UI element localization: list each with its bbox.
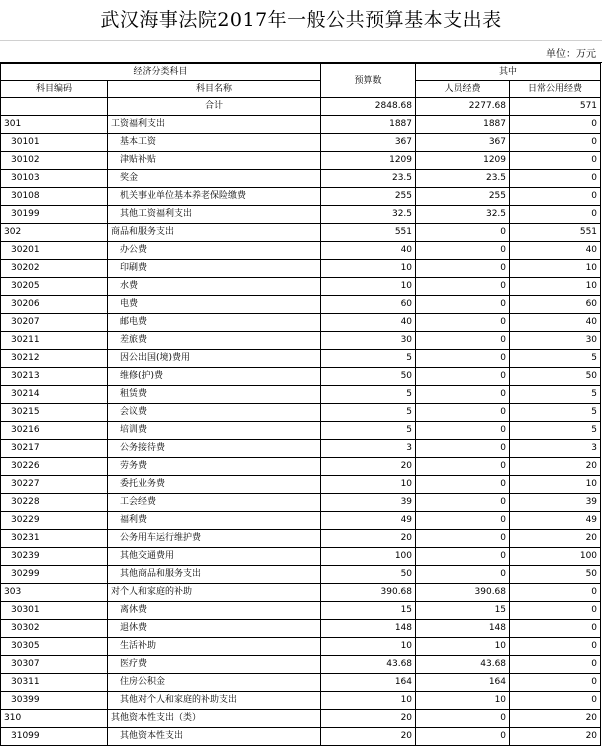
row-code: 30239 <box>1 548 108 566</box>
row-public: 0 <box>510 206 601 224</box>
row-public: 0 <box>510 638 601 656</box>
row-code: 30301 <box>1 602 108 620</box>
table-row <box>1 116 601 134</box>
row-code: 30299 <box>1 566 108 584</box>
row-budget: 20 <box>321 728 416 746</box>
row-budget: 148 <box>321 620 416 638</box>
table-row <box>1 602 601 620</box>
row-code: 30227 <box>1 476 108 494</box>
row-personnel: 10 <box>416 638 510 656</box>
header-code: 科目编码 <box>1 81 108 98</box>
unit-label: 单位：万元 <box>546 49 596 60</box>
row-public: 0 <box>510 584 601 602</box>
row-personnel: 0 <box>416 386 510 404</box>
row-code: 30305 <box>1 638 108 656</box>
header-public: 日常公用经费 <box>510 81 601 98</box>
table-row <box>1 332 601 350</box>
row-personnel: 1209 <box>416 152 510 170</box>
row-personnel: 148 <box>416 620 510 638</box>
row-code: 30399 <box>1 692 108 710</box>
table-row <box>1 134 601 152</box>
row-budget: 1887 <box>321 116 416 134</box>
row-personnel: 367 <box>416 134 510 152</box>
row-name: 住房公积金 <box>108 674 321 692</box>
table-row <box>1 206 601 224</box>
header-econ-class: 经济分类科目 <box>1 64 321 81</box>
row-name: 其他对个人和家庭的补助支出 <box>108 692 321 710</box>
row-code: 30102 <box>1 152 108 170</box>
row-name: 其他资本性支出（类） <box>108 710 321 728</box>
row-name: 其他商品和服务支出 <box>108 566 321 584</box>
row-personnel: 0 <box>416 368 510 386</box>
row-public: 0 <box>510 134 601 152</box>
row-name: 公务接待费 <box>108 440 321 458</box>
row-public: 40 <box>510 242 601 260</box>
row-personnel: 0 <box>416 566 510 584</box>
row-public: 5 <box>510 422 601 440</box>
row-budget: 32.5 <box>321 206 416 224</box>
row-public: 40 <box>510 314 601 332</box>
row-public: 5 <box>510 404 601 422</box>
row-name: 租赁费 <box>108 386 321 404</box>
row-name: 公务用车运行维护费 <box>108 530 321 548</box>
row-personnel: 0 <box>416 494 510 512</box>
header-budget: 预算数 <box>321 64 416 98</box>
header-of-which: 其中 <box>416 64 601 81</box>
row-name: 生活补助 <box>108 638 321 656</box>
row-name: 奖金 <box>108 170 321 188</box>
row-personnel: 1887 <box>416 116 510 134</box>
table-row <box>1 386 601 404</box>
row-public: 0 <box>510 674 601 692</box>
row-code: 30212 <box>1 350 108 368</box>
row-personnel: 23.5 <box>416 170 510 188</box>
table-row <box>1 548 601 566</box>
row-personnel: 0 <box>416 314 510 332</box>
row-name: 机关事业单位基本养老保险缴费 <box>108 188 321 206</box>
row-code: 30205 <box>1 278 108 296</box>
row-budget: 3 <box>321 440 416 458</box>
row-public: 5 <box>510 350 601 368</box>
table-row <box>1 566 601 584</box>
total-row <box>1 98 601 116</box>
table-row <box>1 422 601 440</box>
row-name: 工资福利支出 <box>108 116 321 134</box>
header-name: 科目名称 <box>108 81 321 98</box>
row-public: 0 <box>510 656 601 674</box>
table-row <box>1 458 601 476</box>
row-code: 301 <box>1 116 108 134</box>
row-code: 31099 <box>1 728 108 746</box>
row-personnel: 390.68 <box>416 584 510 602</box>
row-name: 离休费 <box>108 602 321 620</box>
row-public: 10 <box>510 278 601 296</box>
total-personnel: 2277.68 <box>416 98 510 116</box>
row-name: 因公出国(境)费用 <box>108 350 321 368</box>
row-budget: 100 <box>321 548 416 566</box>
table-row <box>1 530 601 548</box>
table-row <box>1 296 601 314</box>
row-personnel: 0 <box>416 728 510 746</box>
table-row <box>1 170 601 188</box>
row-code: 303 <box>1 584 108 602</box>
row-public: 0 <box>510 602 601 620</box>
row-budget: 10 <box>321 692 416 710</box>
row-name: 其他交通费用 <box>108 548 321 566</box>
row-name: 工会经费 <box>108 494 321 512</box>
row-code: 302 <box>1 224 108 242</box>
table-row <box>1 620 601 638</box>
row-name: 维修(护)费 <box>108 368 321 386</box>
table-row <box>1 476 601 494</box>
table-row <box>1 368 601 386</box>
row-personnel: 0 <box>416 548 510 566</box>
table-row <box>1 350 601 368</box>
row-budget: 10 <box>321 638 416 656</box>
row-public: 0 <box>510 620 601 638</box>
total-code <box>1 98 108 116</box>
row-code: 30213 <box>1 368 108 386</box>
row-budget: 10 <box>321 278 416 296</box>
table-row <box>1 242 601 260</box>
row-name: 印刷费 <box>108 260 321 278</box>
row-public: 20 <box>510 728 601 746</box>
row-budget: 20 <box>321 458 416 476</box>
page-title: 武汉海事法院2017年一般公共预算基本支出表 <box>100 9 502 31</box>
table-row <box>1 710 601 728</box>
row-public: 50 <box>510 566 601 584</box>
row-name: 劳务费 <box>108 458 321 476</box>
row-code: 30108 <box>1 188 108 206</box>
row-budget: 5 <box>321 404 416 422</box>
row-personnel: 32.5 <box>416 206 510 224</box>
row-personnel: 164 <box>416 674 510 692</box>
row-public: 60 <box>510 296 601 314</box>
row-budget: 1209 <box>321 152 416 170</box>
row-code: 30216 <box>1 422 108 440</box>
table-row <box>1 656 601 674</box>
row-personnel: 0 <box>416 530 510 548</box>
row-budget: 5 <box>321 422 416 440</box>
row-public: 3 <box>510 440 601 458</box>
row-budget: 5 <box>321 350 416 368</box>
row-name: 电费 <box>108 296 321 314</box>
row-budget: 40 <box>321 314 416 332</box>
row-budget: 40 <box>321 242 416 260</box>
row-code: 30302 <box>1 620 108 638</box>
row-code: 310 <box>1 710 108 728</box>
row-personnel: 0 <box>416 422 510 440</box>
row-name: 基本工资 <box>108 134 321 152</box>
row-budget: 5 <box>321 386 416 404</box>
row-code: 30214 <box>1 386 108 404</box>
row-personnel: 0 <box>416 710 510 728</box>
row-public: 20 <box>510 458 601 476</box>
row-budget: 164 <box>321 674 416 692</box>
row-name: 办公费 <box>108 242 321 260</box>
total-budget: 2848.68 <box>321 98 416 116</box>
table-row <box>1 224 601 242</box>
table-row <box>1 440 601 458</box>
row-code: 30311 <box>1 674 108 692</box>
row-code: 30201 <box>1 242 108 260</box>
row-public: 0 <box>510 188 601 206</box>
row-code: 30211 <box>1 332 108 350</box>
row-name: 邮电费 <box>108 314 321 332</box>
row-personnel: 0 <box>416 512 510 530</box>
budget-table <box>0 63 601 746</box>
row-code: 30228 <box>1 494 108 512</box>
row-name: 差旅费 <box>108 332 321 350</box>
header-row-2 <box>1 81 601 98</box>
row-budget: 390.68 <box>321 584 416 602</box>
row-public: 0 <box>510 692 601 710</box>
row-budget: 49 <box>321 512 416 530</box>
table-row <box>1 314 601 332</box>
row-name: 水费 <box>108 278 321 296</box>
row-budget: 23.5 <box>321 170 416 188</box>
row-name: 会议费 <box>108 404 321 422</box>
total-label: 合计 <box>108 98 321 116</box>
row-budget: 30 <box>321 332 416 350</box>
row-name: 对个人和家庭的补助 <box>108 584 321 602</box>
row-personnel: 10 <box>416 692 510 710</box>
row-code: 30217 <box>1 440 108 458</box>
table-row <box>1 494 601 512</box>
row-public: 10 <box>510 260 601 278</box>
row-code: 30229 <box>1 512 108 530</box>
row-budget: 39 <box>321 494 416 512</box>
row-budget: 10 <box>321 260 416 278</box>
header-row-1 <box>1 64 601 81</box>
row-name: 商品和服务支出 <box>108 224 321 242</box>
row-budget: 43.68 <box>321 656 416 674</box>
row-name: 津贴补贴 <box>108 152 321 170</box>
row-personnel: 255 <box>416 188 510 206</box>
row-budget: 20 <box>321 530 416 548</box>
row-public: 20 <box>510 530 601 548</box>
row-personnel: 0 <box>416 296 510 314</box>
row-name: 医疗费 <box>108 656 321 674</box>
row-budget: 20 <box>321 710 416 728</box>
row-budget: 10 <box>321 476 416 494</box>
row-code: 30206 <box>1 296 108 314</box>
row-public: 39 <box>510 494 601 512</box>
row-public: 551 <box>510 224 601 242</box>
table-row <box>1 692 601 710</box>
row-personnel: 0 <box>416 404 510 422</box>
total-public: 571 <box>510 98 601 116</box>
row-budget: 367 <box>321 134 416 152</box>
row-personnel: 43.68 <box>416 656 510 674</box>
row-code: 30207 <box>1 314 108 332</box>
row-budget: 551 <box>321 224 416 242</box>
table-row <box>1 188 601 206</box>
row-personnel: 0 <box>416 242 510 260</box>
row-personnel: 0 <box>416 440 510 458</box>
row-name: 其他工资福利支出 <box>108 206 321 224</box>
row-personnel: 0 <box>416 332 510 350</box>
row-code: 30231 <box>1 530 108 548</box>
row-code: 30215 <box>1 404 108 422</box>
row-budget: 50 <box>321 566 416 584</box>
row-personnel: 0 <box>416 260 510 278</box>
table-row <box>1 278 601 296</box>
row-name: 委托业务费 <box>108 476 321 494</box>
row-personnel: 0 <box>416 476 510 494</box>
row-name: 福利费 <box>108 512 321 530</box>
table-row <box>1 584 601 602</box>
row-public: 5 <box>510 386 601 404</box>
row-public: 100 <box>510 548 601 566</box>
row-public: 0 <box>510 152 601 170</box>
row-public: 50 <box>510 368 601 386</box>
row-code: 30226 <box>1 458 108 476</box>
table-row <box>1 260 601 278</box>
row-budget: 60 <box>321 296 416 314</box>
row-budget: 50 <box>321 368 416 386</box>
row-personnel: 0 <box>416 458 510 476</box>
table-row <box>1 728 601 746</box>
table-row <box>1 152 601 170</box>
row-name: 其他资本性支出 <box>108 728 321 746</box>
row-name: 培训费 <box>108 422 321 440</box>
row-personnel: 0 <box>416 224 510 242</box>
row-name: 退休费 <box>108 620 321 638</box>
row-public: 0 <box>510 170 601 188</box>
unit-row <box>0 40 602 63</box>
table-row <box>1 404 601 422</box>
row-code: 30307 <box>1 656 108 674</box>
table-row <box>1 674 601 692</box>
row-personnel: 15 <box>416 602 510 620</box>
row-code: 30202 <box>1 260 108 278</box>
row-personnel: 0 <box>416 350 510 368</box>
row-public: 49 <box>510 512 601 530</box>
row-budget: 15 <box>321 602 416 620</box>
table-row <box>1 512 601 530</box>
row-public: 10 <box>510 476 601 494</box>
row-public: 20 <box>510 710 601 728</box>
row-personnel: 0 <box>416 278 510 296</box>
row-code: 30101 <box>1 134 108 152</box>
row-code: 30199 <box>1 206 108 224</box>
row-public: 30 <box>510 332 601 350</box>
table-row <box>1 638 601 656</box>
row-public: 0 <box>510 116 601 134</box>
row-code: 30103 <box>1 170 108 188</box>
header-personnel: 人员经费 <box>416 81 510 98</box>
row-budget: 255 <box>321 188 416 206</box>
